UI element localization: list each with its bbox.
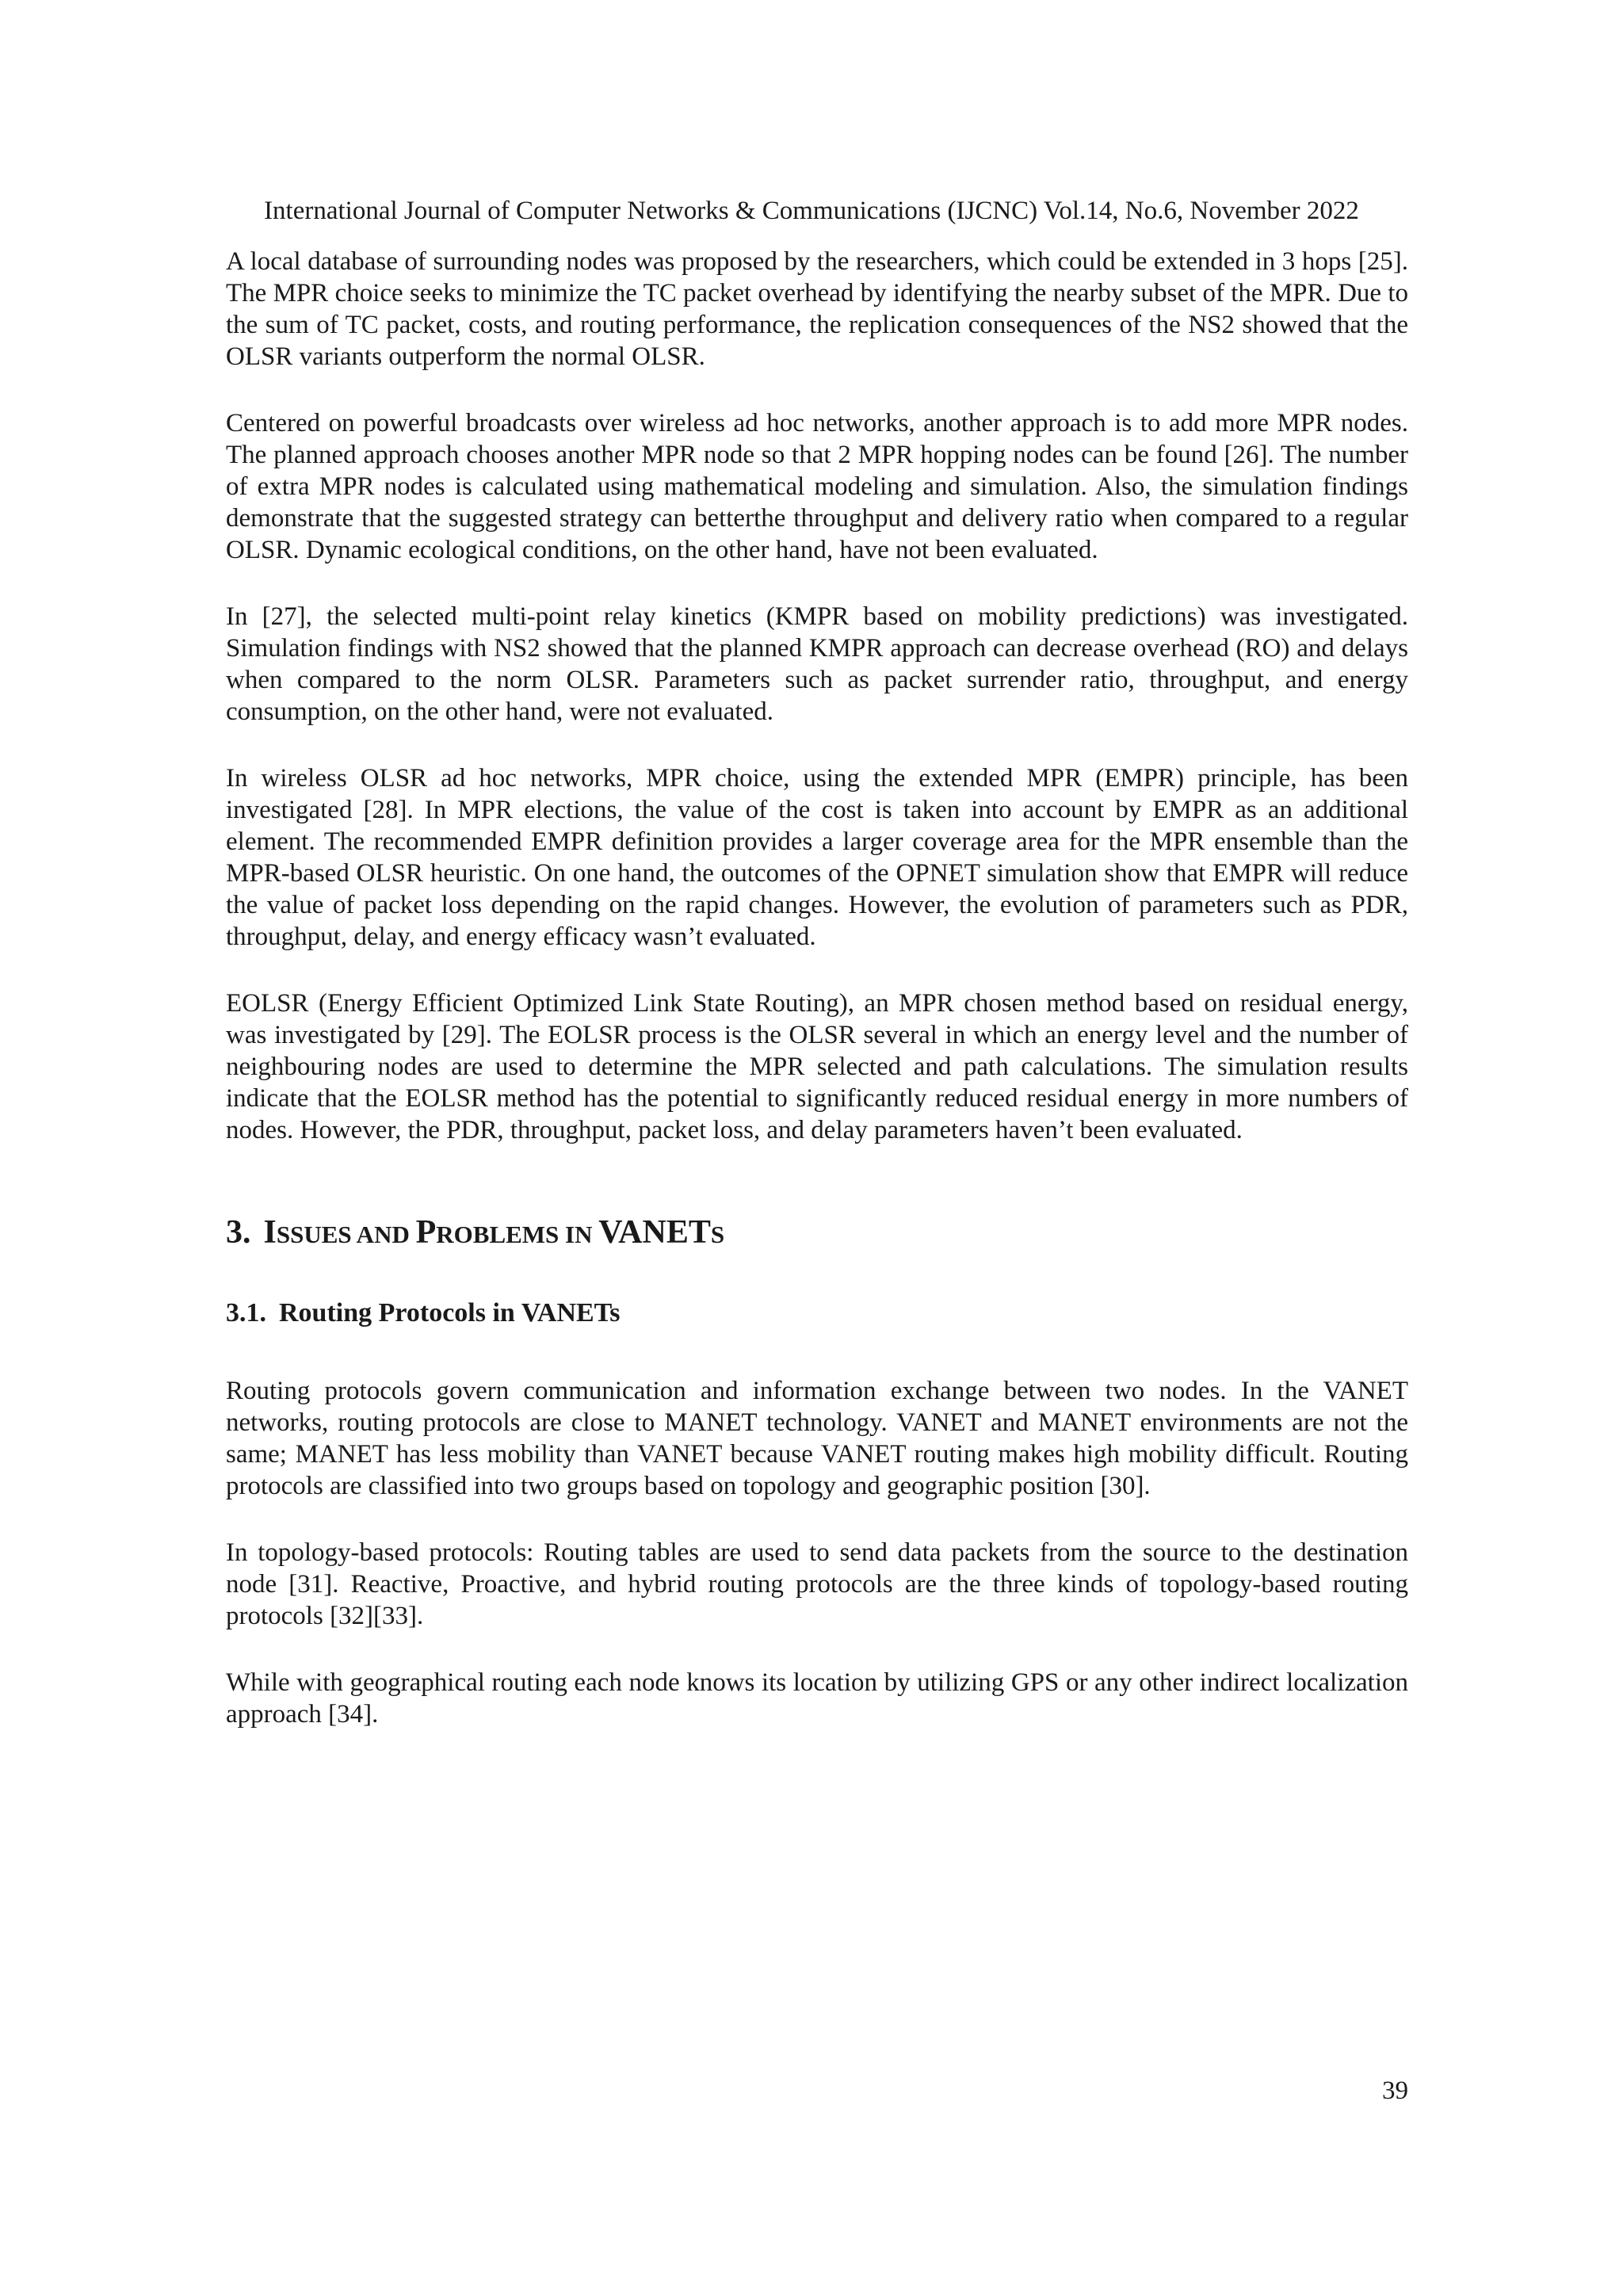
subsection-title: Routing Protocols in VANETs xyxy=(279,1298,621,1328)
body-paragraph: While with geographical routing each node knows its location by utilizing GPS or any other indirect localization approach [34]. xyxy=(226,1668,1408,1729)
section-heading xyxy=(226,1213,1408,1255)
page-body xyxy=(226,246,1408,1765)
subsection-number: 3.1. xyxy=(226,1298,266,1328)
section-title-part: SSUES AND xyxy=(276,1221,416,1248)
section-number: 3. xyxy=(226,1214,251,1251)
page-number: 39 xyxy=(1382,2076,1408,2105)
body-paragraph: EOLSR (Energy Efficient Optimized Link State Routing), an MPR chosen method based on residual energy, was investigated by [29]. The EOLSR process is the OLSR several in which an energy level and the number of neighbouring nodes are used to determine the MPR selected and path calculations. The simulation results indicate that the EOLSR method has the potential to significantly reduced residual energy in more numbers of nodes. However, the PDR, throughput, packet loss, and delay parameters haven’t been evaluated. xyxy=(226,989,1408,1144)
body-paragraph: A local database of surrounding nodes was proposed by the researchers, which could be extended in 3 hops [25]. The MPR choice seeks to minimize the TC packet overhead by identifying the nearby subset of the MPR. Due to the sum of TC packet, costs, and routing performance, the replication consequences of the NS2 showed that the OLSR variants outperform the normal OLSR. xyxy=(226,247,1408,371)
subsection-heading xyxy=(226,1297,1408,1329)
section-title-part: P xyxy=(415,1214,437,1251)
section-title-part: I xyxy=(263,1214,277,1251)
section-title-part: S xyxy=(710,1221,725,1248)
body-paragraph: In topology-based protocols: Routing tables are used to send data packets from the source to the destination node [31]. Reactive, Proactive, and hybrid routing protocols are the three kinds of topology-based routing protocols [32][33]. xyxy=(226,1538,1408,1630)
section-title-part: ROBLEMS IN xyxy=(436,1221,599,1248)
body-paragraph: In [27], the selected multi-point relay kinetics (KMPR based on mobility predictions) was investigated. Simulation findings with NS2 showed that the planned KMPR approach can decrease overhead (RO) and delays when compared to the norm OLSR. Parameters such as packet surrender ratio, throughput, and energy consumption, on the other hand, were not evaluated. xyxy=(226,602,1408,726)
body-paragraph: Centered on powerful broadcasts over wireless ad hoc networks, another approach is to add more MPR nodes. The planned approach chooses another MPR node so that 2 MPR hopping nodes can be found [26]. The number of extra MPR nodes is calculated using mathematical modeling and simulation. Also, the simulation findings demonstrate that the suggested strategy can betterthe throughput and delivery ratio when compared to a regular OLSR. Dynamic ecological conditions, on the other hand, have not been evaluated. xyxy=(226,409,1408,564)
body-paragraph: In wireless OLSR ad hoc networks, MPR choice, using the extended MPR (EMPR) principle, has been investigated [28]. In MPR elections, the value of the cost is taken into account by EMPR as an additional element. The recommended EMPR definition provides a larger coverage area for the MPR ensemble than the MPR-based OLSR heuristic. On one hand, the outcomes of the OPNET simulation show that EMPR will reduce the value of packet loss depending on the rapid changes. However, the evolution of parameters such as PDR, throughput, delay, and energy efficacy wasn’t evaluated. xyxy=(226,764,1408,951)
section-title-part: VANET xyxy=(598,1214,711,1251)
body-paragraph: Routing protocols govern communication and information exchange between two nodes. In the VANET networks, routing protocols are close to MANET technology. VANET and MANET environments are not the same; MANET has less mobility than VANET because VANET routing makes high mobility difficult. Routing protocols are classified into two groups based on topology and geographic position [30]. xyxy=(226,1377,1408,1500)
running-header: International Journal of Computer Networks & Communications (IJCNC) Vol.14, No.6, November 2022 xyxy=(264,197,1359,225)
